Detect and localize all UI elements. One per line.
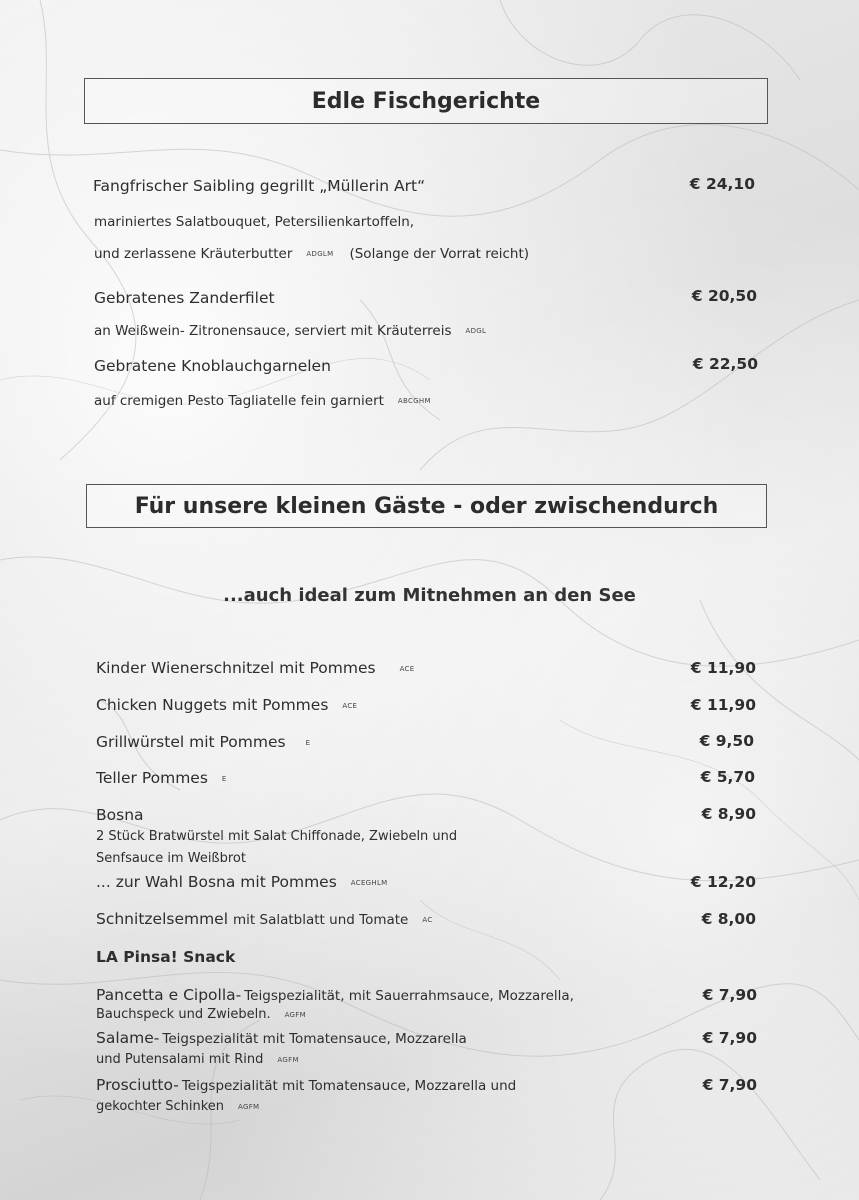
pinsa-item-description: Teigspezialität mit Tomatensauce, Mozzarella und [181, 1078, 517, 1094]
fish-item-description-line: auf cremigen Pesto Tagliatelle fein garniert [94, 393, 384, 409]
kids-item [96, 769, 227, 787]
pinsa-heading: LA Pinsa! Snack [96, 948, 236, 966]
kids-item [96, 910, 433, 928]
allergen-codes: ACE [399, 664, 415, 673]
fish-item-description [94, 246, 529, 262]
kids-item-price: € 8,00 [701, 910, 756, 928]
pinsa-item-description [96, 1099, 259, 1114]
pinsa-item-description: Teigspezialität, mit Sauerrahmsauce, Mozzarella, [244, 988, 574, 1004]
pinsa-item [96, 1076, 516, 1094]
pinsa-item-description-line: und Putensalami mit Rind [96, 1052, 264, 1067]
kids-item-price: € 5,70 [700, 768, 755, 786]
allergen-codes: ADGL [465, 327, 487, 335]
pinsa-item-name: Pancetta e Cipolla- [96, 986, 242, 1004]
kids-item-name: Teller Pommes [96, 769, 208, 787]
fish-item-name: Fangfrischer Saibling gegrillt „Müllerin Art“ [93, 177, 426, 195]
allergen-codes: ACEGHLM [350, 878, 388, 887]
pinsa-item-description: Teigspezialität mit Tomatensauce, Mozzarella [162, 1031, 467, 1047]
pinsa-item-description-line: Bauchspeck und Zwiebeln. [96, 1007, 271, 1022]
fish-item-description [94, 393, 431, 409]
allergen-codes: AGFM [238, 1102, 260, 1111]
fish-section-title: Edle Fischgerichte [84, 78, 768, 124]
allergen-codes: ACE [342, 701, 358, 710]
allergen-codes: AGFM [277, 1055, 299, 1064]
allergen-codes: AC [422, 915, 433, 924]
kids-item-description: Senfsauce im Weißbrot [96, 851, 246, 866]
pinsa-item-price: € 7,90 [702, 986, 757, 1004]
fish-item-description-line: an Weißwein- Zitronensauce, serviert mit Kräuterreis [94, 323, 452, 339]
allergen-codes: E [305, 738, 311, 747]
allergen-codes: ABCGHM [397, 397, 431, 405]
kids-item [96, 659, 414, 677]
pinsa-item-name: Salame- [96, 1029, 160, 1047]
kids-item-name: Kinder Wienerschnitzel mit Pommes [96, 659, 376, 677]
kids-item-detail: mit Salatblatt und Tomate [233, 912, 409, 928]
fish-item-name: Gebratenes Zanderfilet [94, 289, 275, 307]
kids-item-name: Grillwürstel mit Pommes [96, 733, 286, 751]
kids-item-variant-price: € 12,20 [690, 873, 756, 891]
pinsa-item [96, 1029, 467, 1047]
fish-item-price: € 22,50 [692, 355, 758, 373]
kids-item-price: € 9,50 [699, 732, 754, 750]
fish-item-name: Gebratene Knoblauchgarnelen [94, 357, 331, 375]
kids-item [96, 696, 357, 714]
availability-note: (Solange der Vorrat reicht) [349, 246, 530, 262]
pinsa-item-price: € 7,90 [702, 1076, 757, 1094]
kids-item [96, 733, 310, 751]
allergen-codes: E [221, 774, 227, 783]
pinsa-item-description-line: gekochter Schinken [96, 1099, 225, 1114]
fish-item-description [94, 323, 486, 339]
pinsa-item-name: Prosciutto- [96, 1076, 179, 1094]
pinsa-item-description [96, 1007, 306, 1022]
fish-item-description: mariniertes Salatbouquet, Petersilienkartoffeln, [94, 214, 415, 230]
kids-item-description: 2 Stück Bratwürstel mit Salat Chiffonade, Zwiebeln und [96, 829, 458, 844]
kids-item-price: € 11,90 [690, 696, 756, 714]
kids-section-title: Für unsere kleinen Gäste - oder zwischendurch [86, 484, 767, 528]
kids-item-price: € 11,90 [690, 659, 756, 677]
fish-item-description-line: und zerlassene Kräuterbutter [94, 246, 293, 262]
kids-item-price: € 8,90 [701, 805, 756, 823]
fish-item-price: € 20,50 [691, 287, 757, 305]
kids-item-variant [96, 873, 388, 891]
pinsa-item-price: € 7,90 [702, 1029, 757, 1047]
kids-item-name: Chicken Nuggets mit Pommes [96, 696, 329, 714]
pinsa-item [96, 986, 574, 1004]
pinsa-item-description [96, 1052, 299, 1067]
kids-section-subtitle: ...auch ideal zum Mitnehmen an den See [223, 585, 636, 606]
kids-item-variant-name: ... zur Wahl Bosna mit Pommes [96, 873, 337, 891]
kids-item-name: Bosna [96, 806, 144, 824]
allergen-codes: ADGLM [306, 250, 334, 258]
fish-item-price: € 24,10 [689, 175, 755, 193]
kids-item-name: Schnitzelsemmel [96, 910, 229, 928]
allergen-codes: AGFM [284, 1010, 306, 1019]
